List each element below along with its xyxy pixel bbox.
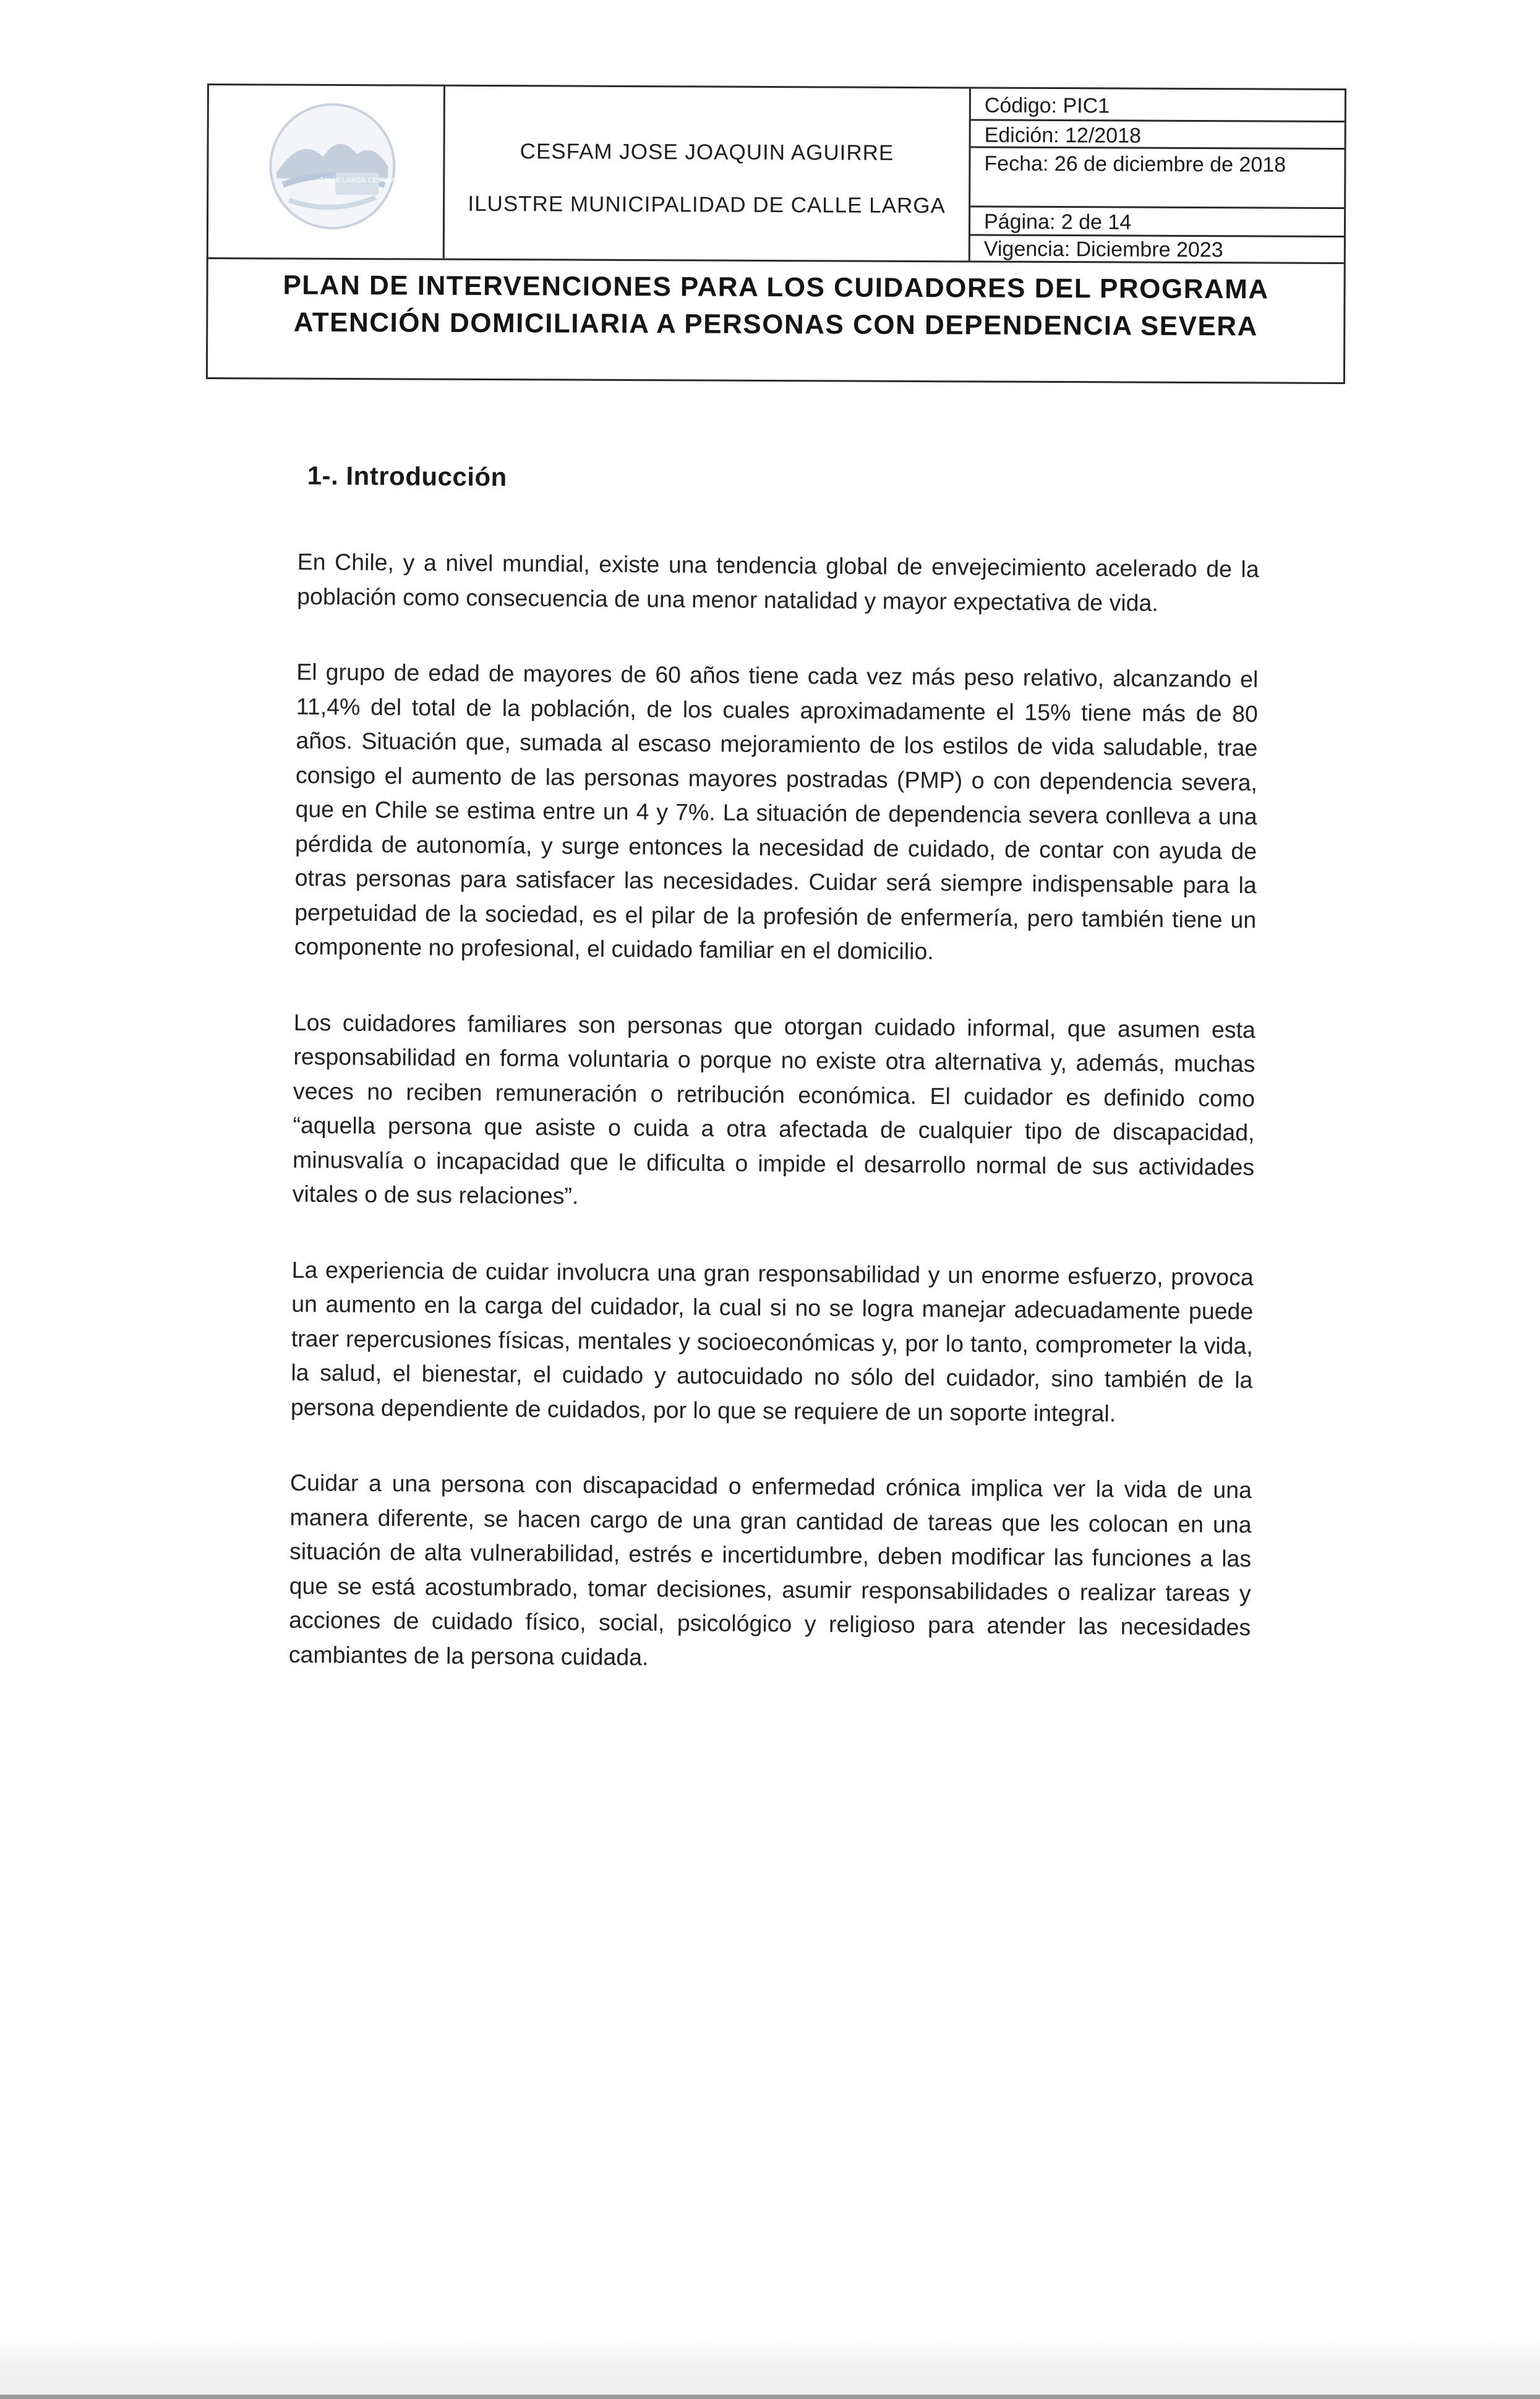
logo-text: CALLE LARGA CESFAM [319, 176, 395, 185]
paragraph-4: La experiencia de cuidar involucra una gran responsabilidad y un enorme esfuerzo, provoca un aumento en la carga del cuidador, la cual si no se logra manejar adecuadamente puede traer repercusiones físicas, mentales y socioeconómicas y, por lo tanto, comprometer la vida, la salud, el bienestar, el cuidado y autocuidado no sólo del cuidador, sino también de la persona dependiente de cuidados, por lo que se requiere de un soporte integral. [290, 1256, 1254, 1426]
paragraph-5: Cuidar a una persona con discapacidad o enfermedad crónica implica ver la vida de una manera diferente, se hacen cargo de una gran cantidad de tareas que les colocan en una situación de alta vulnerabilidad, estrés e incertidumbre, deben modificar las funciones a las que se está acostumbrado, tomar decisiones, asumir responsabilidades o realizar tareas y acciones de cuidado físico, social, psicológico y religioso para atender las necesidades cambiantes de la persona cuidada. [288, 1469, 1252, 1670]
scan-shadow [0, 2338, 1540, 2399]
document-body [288, 461, 1260, 1721]
logo-cell [208, 85, 445, 259]
section-heading: 1-. Introducción [307, 461, 507, 492]
document-title [208, 257, 1344, 382]
paragraph-3: Los cuidadores familiares son personas que otorgan cuidado informal, que asumen esta responsabilidad en forma voluntaria o porque no existe otra alternativa y, además, muchas veces no reciben remuneración o retribución económica. El cuidador es definido como “aquella persona que asiste o cuida a otra afectada de cualquier tipo de discapacidad, minusvalía o incapacidad que le dificulta o impide el desarrollo normal de sus actividades vitales o de sus relaciones”. [292, 1009, 1256, 1209]
meta-pagina: Página: 2 de 14 [970, 207, 1344, 237]
document-meta [970, 88, 1345, 262]
org-cell [445, 87, 971, 261]
meta-edicion: Edición: 12/2018 [971, 121, 1345, 150]
org-name-municipality: ILUSTRE MUNICIPALIDAD DE CALLE LARGA [468, 191, 946, 218]
meta-codigo: Código: PIC1 [971, 88, 1345, 122]
title-line-2: ATENCIÓN DOMICILIARIA A PERSONAS CON DEPENDENCIA SEVERA [293, 307, 1258, 342]
paragraph-2: El grupo de edad de mayores de 60 años tiene cada vez más peso relativo, alcanzando el 11,4% del total de la población, de los cuales aproximadamente el 15% tiene más de 80 años. Situación que, sumada al escaso mejoramiento de los estilos de vida saludable, trae consigo el aumento de las personas mayores postradas (PMP) o con dependencia severa, que en Chile se estima entre un 4 y 7%. La situación de dependencia severa conlleva a una pérdida de autonomía, y surge entonces la necesidad de cuidado, de contar con ayuda de otras personas para satisfacer las necesidades. Cuidar será siempre indispensable para la perpetuidad de la sociedad, es el pilar de la profesión de enfermería, pero también tiene un componente no profesional, el cuidado familiar en el domicilio. [294, 658, 1259, 965]
title-line-1: PLAN DE INTERVENCIONES PARA LOS CUIDADORES DEL PROGRAMA [283, 270, 1269, 305]
paragraph-1: En Chile, y a nivel mundial, existe una tendencia global de envejecimiento acelerado de la población como consecuencia de una menor natalidad y mayor expectativa de vida. [297, 548, 1259, 616]
document-header [206, 83, 1346, 384]
municipal-logo-icon [264, 98, 401, 234]
meta-fecha: Fecha: 26 de diciembre de 2018 [970, 148, 1344, 209]
meta-vigencia: Vigencia: Diciembre 2023 [983, 237, 1223, 262]
scan-edge-line [0, 2395, 1540, 2399]
org-name-cesfam: CESFAM JOSE JOAQUIN AGUIRRE [520, 139, 894, 165]
